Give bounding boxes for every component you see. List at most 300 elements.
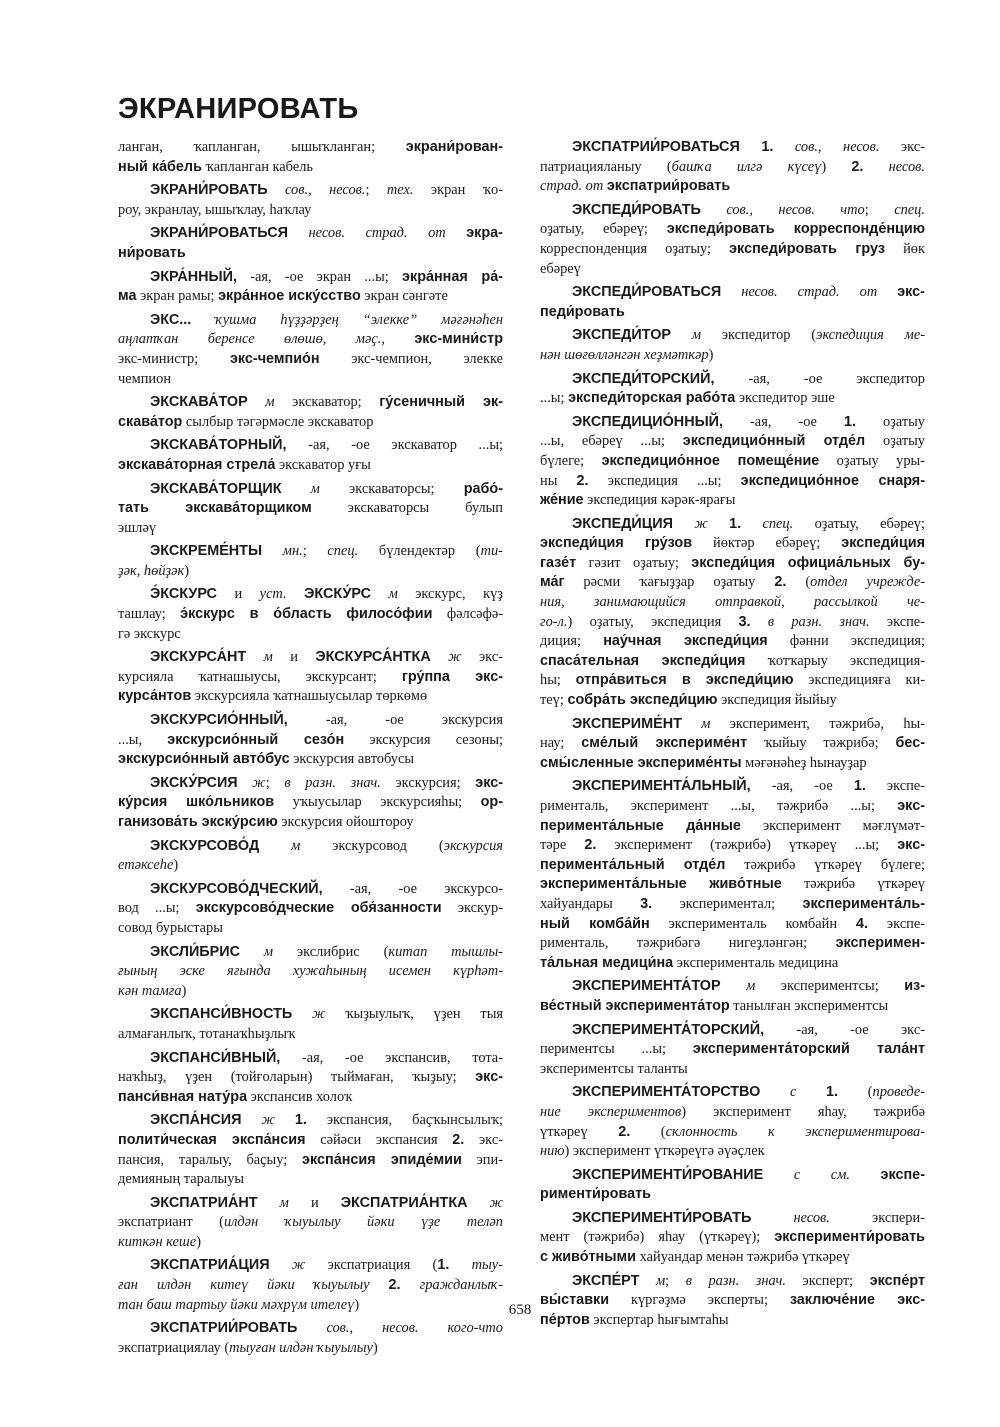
example-phrase: экспеди́ция официа́льных бу- — [691, 554, 925, 571]
dictionary-entry — [118, 585, 503, 644]
entry-line: газе́т гәзит оҙатыу; экспеди́ция официа́льных бу- — [540, 554, 925, 571]
example-phrase: экспеди́торская рабо́та — [568, 390, 736, 407]
entry-line: же́ние экспедиция кәрәк-ярағы — [540, 492, 736, 509]
headword: ЭКСПЕРИМЕНТИ́РОВАТЬ — [572, 1209, 752, 1226]
dictionary-entry — [540, 1166, 925, 1205]
grammar-note: в разн. знач. — [685, 1272, 786, 1289]
entry-line: аңлатҡан беренсе өлөшө, мәҫ., экс-мини́стр — [118, 331, 503, 348]
grammar-note: мн. — [282, 543, 303, 560]
grammar-note: китап тышлы- — [388, 943, 503, 960]
grammar-note: ти- — [480, 543, 503, 560]
entry-line: нау; сме́лый экспериме́нт ҡыйыу тәжрибә; бес- — [540, 735, 925, 752]
example-phrase: ный комба́йн — [540, 915, 650, 932]
headword: ЭКСПЕДИ́ТОР — [572, 327, 671, 344]
example-phrase: экс- — [475, 1069, 503, 1086]
headword: ЭКСПЕРИМЕНТА́ТОРСТВО — [572, 1084, 761, 1101]
grammar-note: м — [279, 1194, 289, 1211]
example-phrase: 2. — [452, 1131, 465, 1148]
entry-line: ЭКСПЕДИ́РОВАТЬ сов., несов. что; спец. — [572, 201, 925, 218]
dictionary-entry — [540, 138, 925, 197]
example-phrase: 1. — [853, 778, 866, 795]
dictionary-entry — [540, 283, 925, 322]
example-phrase: эксперимен- — [835, 935, 925, 952]
example-phrase: экс-мини́стр — [414, 331, 503, 348]
page-number: 658 — [508, 1302, 532, 1318]
entry-line: ЭКСКУРСОВО́Д м экскурсовод (экскурсия — [150, 837, 503, 854]
grammar-note: м — [310, 480, 320, 497]
dictionary-entry — [118, 1111, 503, 1189]
entry-line — [118, 1276, 503, 1296]
grammar-note: ж — [261, 1112, 275, 1129]
entry-line: ланган, ҡапланган, ышыҡланган; экрани́рован- — [118, 139, 503, 155]
dictionary-entry — [118, 224, 503, 263]
example-phrase: экспеди́ция — [841, 535, 925, 552]
dictionary-entry — [540, 715, 925, 774]
entry-line: үткәреү 2. (склонность к экспериментирова- — [540, 1123, 925, 1140]
example-phrase: экс- — [897, 798, 925, 814]
example-phrase: гу́сеничный эк- — [379, 394, 503, 411]
dictionary-entry — [540, 326, 925, 365]
entry-line: ташлау; э́кскурс в о́бласть филосо́фии фәлсәфә- — [118, 606, 503, 623]
dictionary-entry — [118, 1194, 503, 1253]
example-phrase: ма́г — [540, 574, 565, 591]
entry-line: ный комба́йн эксперименталь комбайн 4. экспе- — [540, 915, 925, 932]
entry-line: эксперимента́льные живо́тные тәжрибә үткәреү — [540, 876, 925, 893]
grammar-note: тыуған илдән ҡыуылыу — [229, 1339, 373, 1356]
example-phrase: э́кскурс в о́бласть филосо́фии — [180, 606, 433, 623]
headword: ЭКРАНИ́РОВАТЬСЯ — [150, 225, 288, 242]
entry-line: периментсы ...ы; эксперимента́торский тала́нт — [540, 1041, 925, 1058]
headword: Э́КСКУРС — [150, 586, 217, 603]
entry-line: пансия, таралыу, баҫыу; экспа́нсия эпиде́мии эпи- — [118, 1151, 503, 1168]
grammar-note: илдән ҡыуылыу йәки үҙе теләп — [223, 1214, 504, 1231]
dictionary-entry — [540, 370, 925, 409]
dictionary-entry — [118, 1049, 503, 1108]
entry-line: һы; отпра́виться в экспеди́цию экспедицияға ки- — [540, 672, 925, 689]
example-phrase: экскурсио́нный авто́бус — [118, 751, 290, 768]
entry-line: тәре 2. эксперимент (тәжрибә) үткәреү ...ы; экс- — [540, 837, 925, 854]
entry-line: экспатриациялау (тыуған илдән ҡыуылыу) — [118, 1339, 378, 1356]
entry-line: тать экскава́торщиком экскаваторсы булып — [118, 500, 504, 517]
grammar-note: ған илдән китеү йәки ҡыуылыу — [118, 1277, 370, 1294]
entry-line: смы́сленные экспериме́нты мәғәнәһеҙ һынауҙар — [540, 754, 867, 771]
grammar-note: в разн. знач. — [767, 613, 870, 630]
entry-line: экскава́торная стрела́ экскаватор уғы — [118, 456, 371, 473]
entry-line: ЭКСКУРСИО́ННЫЙ, -ая, -ое экскурсия — [150, 712, 503, 729]
grammar-note: несов. — [888, 158, 925, 175]
entry-line — [540, 303, 925, 323]
example-phrase: 1. — [437, 1257, 450, 1274]
headword: ЭКСПЕДИ́ТОРСКИЙ, — [572, 370, 715, 387]
entry-line: ЭКСПЕДИ́ТОРСКИЙ, -ая, -ое экспедитор — [572, 370, 925, 387]
headword: ЭКСПАТРИИ́РОВАТЬСЯ — [572, 139, 740, 155]
entry-line: ЭКРАНИ́РОВАТЬ сов., несов.; тех. экран ҡо- — [150, 182, 503, 199]
example-phrase: экспеди́ция гру́зов — [540, 535, 693, 552]
headword: ЭКС... — [150, 311, 192, 328]
example-phrase: скава́тор — [118, 413, 183, 430]
grammar-note: гражданлыҡ- — [419, 1277, 503, 1294]
example-phrase: перимента́льные да́нные — [540, 817, 741, 834]
entry-line: спаса́тельная экспеди́ция ҡотҡарыу экспедиция- — [540, 652, 925, 669]
entry-line: пе́ртов экспертар һығымтаһы — [540, 1311, 729, 1328]
grammar-note: нән шөғөлләнгән хеҙмәткәр — [540, 346, 709, 363]
example-phrase: экскурсово́дческие обя́занности — [195, 900, 442, 917]
example-phrase: ма — [118, 288, 137, 305]
dictionary-entry — [118, 436, 503, 475]
grammar-note: отдел учрежде- — [810, 574, 925, 591]
entry-line: вод ...ы; экскурсово́дческие обя́занности экскур- — [118, 900, 504, 917]
entry-line: совод бурыстары — [118, 919, 223, 936]
headword: ЭКСПАНСИ́ВНОСТЬ — [150, 1006, 293, 1023]
example-phrase: экра́нная ра́- — [402, 268, 504, 285]
example-phrase: экрани́рован- — [405, 139, 503, 155]
example-phrase: экспе- — [880, 1166, 925, 1183]
example-phrase: та́льная медици́на — [540, 954, 674, 971]
entry-line: оҙатыу, ебәреү; экспеди́ровать корреспонде́нцию — [540, 221, 925, 238]
entry-line: та́льная медици́на эксперименталь медицина — [540, 954, 839, 971]
grammar-note: кән тамға — [118, 982, 182, 999]
entry-line — [540, 283, 925, 303]
example-phrase: экспа́нсия эпиде́мии — [302, 1151, 462, 1168]
grammar-note: м — [691, 327, 702, 344]
entry-line — [118, 311, 503, 331]
example-phrase: экспатрии́ровать — [606, 178, 731, 195]
entry-line: ЭКСПА́НСИЯ ж 1. экспансия, баҫҡынсылыҡ; — [150, 1112, 503, 1129]
dictionary-entry — [540, 1209, 925, 1268]
headword: ЭКСПЕДИ́ЦИЯ — [572, 515, 673, 532]
entry-line: экспериментсы таланты — [540, 1060, 688, 1077]
headword: ЭКСПЕРИМЕНТИ́РОВАНИЕ — [572, 1166, 764, 1183]
example-phrase: курса́нтов — [118, 688, 192, 705]
dictionary-entry — [118, 711, 503, 770]
example-phrase: перимента́льный отде́л — [540, 856, 726, 873]
grammar-note: м — [746, 978, 756, 995]
entry-line: нән шөғөлләнгән хеҙмәткәр) — [540, 346, 714, 363]
grammar-note: башҡа илгә күсеү — [671, 158, 822, 175]
example-phrase: собра́ть экспеди́цию — [567, 692, 718, 709]
entry-line: роу, экранлау, ышыҡлау, һаҡлау — [118, 201, 312, 218]
entry-line: ЭКСКАВА́ТОРНЫЙ, -ая, -ое экскаватор ...ы; — [150, 437, 503, 454]
grammar-note: несов. — [793, 1209, 830, 1226]
grammar-note: ҡушма һүҙҙәрҙең “элекке” мәғәнәһен — [215, 311, 503, 328]
entry-line: эшләү — [118, 519, 157, 536]
example-phrase: панси́вная нату́ра — [118, 1088, 248, 1105]
example-phrase: 1. — [826, 1084, 839, 1101]
headword: ЭКСПАТРИА́НТ — [150, 1194, 258, 1211]
dictionary-entry — [118, 311, 503, 389]
example-phrase: экскава́торная стрела́ — [118, 456, 276, 473]
entry-line: ЭКСПЕДИ́ЦИЯ ж 1. спец. оҙатыу, ебәреү; — [572, 515, 925, 532]
entry-line: ...ы, ебәреү ...ы; экспедицио́нный отде́л оҙатыу — [540, 433, 925, 450]
entry-line: наҡһыҙ, үҙен (тойғоларын) тыймаған, ҡыҙыу; экс- — [118, 1069, 503, 1086]
entry-line — [540, 593, 925, 613]
grammar-note: ние экспериментов — [540, 1103, 682, 1120]
example-phrase: с живо́тными — [540, 1249, 637, 1266]
entry-line: скава́тор сылбыр тәгәрмәсле экскаватор — [118, 413, 374, 430]
example-phrase: экс- — [475, 774, 504, 791]
entry-line: вы́ставки күргәҙмә эксперты; заключе́ние экс- — [540, 1292, 925, 1309]
entry-line: с живо́тными хайуандар менән тәжрибә үткәреү — [540, 1249, 850, 1266]
entry-line: экс-министр; экс-чемпио́н экс-чемпион, элекке — [118, 350, 504, 367]
entry-line: ҙәк, һөйҙәк) — [118, 562, 190, 579]
example-phrase: экспеди́ровать груз — [729, 240, 885, 257]
entry-line: экскурсио́нный авто́бус экскурсия автобусы — [118, 751, 415, 768]
dictionary-entry — [118, 181, 503, 220]
example-phrase: отпра́виться в экспеди́цию — [575, 672, 794, 689]
left-column — [118, 138, 503, 1362]
grammar-note: сов., несов. — [794, 139, 880, 155]
grammar-note: го-л. — [540, 613, 568, 630]
example-phrase: 2. — [584, 837, 597, 854]
grammar-note: несов. страд. от — [308, 225, 446, 242]
example-phrase: педи́ровать — [540, 303, 625, 320]
example-phrase: вы́ставки — [540, 1292, 610, 1309]
entry-line: ма экран рамы; экра́нное иску́сство экран сәнгәте — [118, 288, 448, 305]
headword: ЭКСКУРСА́НТКА — [315, 649, 431, 666]
grammar-note: аңлатҡан беренсе өлөшө, мәҫ. — [118, 331, 382, 348]
example-phrase: 1. — [729, 515, 742, 532]
dictionary-entry — [118, 393, 503, 432]
entry-line: ЭКСПЕРИМЕНТА́ТОР м экспериментсы; из- — [572, 978, 925, 995]
entry-line: ...ы; экспеди́торская рабо́та экспедитор эше — [540, 390, 835, 407]
example-phrase: 4. — [855, 915, 868, 932]
entry-line: диция; нау́чная экспеди́ция фәнни экспедиция; — [540, 633, 926, 650]
dictionary-entry — [118, 880, 503, 939]
entry-line: кән тамға) — [118, 982, 187, 999]
entry-line: курсияла ҡатнашыусы, экскурсант; гру́ппа экс- — [118, 668, 503, 685]
entry-line: ЭКСЛИ́БРИС м экслибрис (китап тышлы- — [150, 943, 503, 960]
entry-line: мент (тәжрибә) яһау (үткәреү); эксперименти́ровать — [540, 1229, 925, 1246]
entry-line: чемпион — [118, 370, 172, 387]
headword: ЭКСПЕ́РТ — [572, 1272, 640, 1289]
grammar-note: ҙәк, һөйҙәк — [118, 562, 185, 579]
dictionary-entry — [118, 1319, 503, 1358]
dictionary-entry — [118, 648, 503, 707]
entry-line: ЭКСКУ́РСИЯ ж; в разн. знач. экскурсия; экс- — [150, 774, 504, 791]
example-phrase: экс- — [897, 284, 925, 301]
dictionary-entry — [118, 943, 503, 1002]
example-phrase: эксперимента́торский тала́нт — [692, 1041, 925, 1058]
grammar-note: нию — [540, 1143, 565, 1160]
grammar-note: ж — [291, 1257, 306, 1274]
headword: ЭКСКУРСА́НТ — [150, 649, 247, 666]
headword: ЭКСПЕРИМЕНТА́ТОР — [572, 978, 721, 995]
grammar-note: м — [263, 943, 274, 960]
entry-line: ЭКСКУРСОВО́ДЧЕСКИЙ, -ая, -ое экскурсо- — [150, 880, 503, 897]
headword: ЭКСПЕДИЦИО́ННЫЙ, — [572, 413, 724, 430]
entry-line — [118, 1319, 503, 1339]
grammar-note: ж — [312, 1006, 326, 1023]
headword: ЭКСПАТРИИ́РОВАТЬ — [150, 1320, 298, 1337]
headword: ЭКСКУ́РСИЯ — [150, 774, 238, 791]
entry-line: ЭКСПЕ́РТ м; в разн. знач. эксперт; экспе́рт — [572, 1272, 925, 1289]
entry-line: ЭКСПЕДИЦИО́ННЫЙ, -ая, -ое 1. оҙатыу — [572, 413, 925, 430]
grammar-note: ж — [252, 774, 266, 791]
example-phrase: рименти́ровать — [540, 1186, 652, 1203]
grammar-note: м — [388, 586, 398, 603]
entry-line: курса́нтов экскурсияла ҡатнашыусылар төркөмө — [118, 688, 428, 705]
example-phrase: экспеди́ровать корреспонде́нцию — [666, 221, 925, 238]
headword: ЭКСКУРСОВО́Д — [150, 837, 260, 854]
entry-line: ЭКСПАТРИА́НТ м и ЭКСПАТРИА́НТКА ж — [150, 1194, 503, 1211]
dictionary-entry — [118, 1005, 503, 1044]
entry-line: панси́вная нату́ра экспансив холоҡ — [118, 1088, 353, 1105]
example-phrase: 1. — [761, 139, 774, 155]
example-phrase: ор- — [480, 794, 503, 811]
entry-line: рименталь, тәжрибәгә нигеҙләнгән; эксперимен- — [540, 935, 925, 952]
entry-line: перимента́льные да́нные эксперимент мәғлүмәт- — [540, 817, 925, 834]
dictionary-entry — [118, 480, 503, 539]
example-phrase: 2. — [618, 1123, 631, 1140]
headword: ЭКРА́ННЫЙ, — [150, 268, 237, 285]
entry-line: ганизова́ть экску́рсию экскурсия ойоштороу — [118, 814, 414, 830]
entry-line: ЭКСКАВА́ТОР м экскаватор; гу́сеничный эк- — [150, 394, 503, 411]
grammar-note: склонность к экспериментирова- — [665, 1123, 925, 1140]
grammar-note: проведе- — [872, 1084, 925, 1101]
grammar-note: ғының эске яғында хужаһының исемен күрһәт- — [118, 963, 503, 980]
grammar-note: страд. от — [540, 178, 604, 195]
entry-line: перимента́льный отде́л тәжрибә үткәреү бүлеге; — [540, 856, 926, 873]
example-phrase: полити́ческая экспа́нсия — [118, 1131, 306, 1148]
example-phrase: смы́сленные экспериме́нты — [540, 754, 742, 771]
entry-line: ЭКСПЕРИМЕНТА́ТОРСТВО с 1. (проведе- — [572, 1084, 925, 1101]
example-phrase: эксперимента́ль- — [802, 895, 926, 912]
entry-line — [118, 244, 503, 264]
example-phrase: сме́лый экспериме́нт — [581, 735, 748, 752]
right-column — [540, 138, 925, 1334]
entry-line: Э́КСКУРС и уст. ЭКСКУ́РС м экскурс, күҙ — [150, 586, 503, 603]
headword: ЭКСПЕДИ́РОВАТЬСЯ — [572, 284, 722, 301]
entry-line: корреспонденция оҙатыу; экспеди́ровать груз йөк — [540, 240, 925, 257]
dictionary-entry — [118, 542, 503, 581]
entry-line: ЭКСПАТРИА́ЦИЯ ж экспатриация (1. тыу- — [150, 1257, 503, 1274]
example-phrase: 3. — [640, 895, 653, 912]
example-phrase: экспедицио́нное снаря- — [740, 472, 925, 489]
dictionary-entry — [540, 1083, 925, 1161]
entry-line — [118, 962, 503, 982]
headword: ЭКРАНИ́РОВАТЬ — [150, 182, 268, 199]
example-phrase: экс- — [897, 837, 925, 854]
entry-line: рименталь, эксперимент ...ы, тәжрибә ...ы; экс- — [540, 798, 925, 814]
entry-line: хайуандары 3. экспериментал; эксперимента́ль- — [540, 895, 926, 912]
headword: ЭКСКУ́РС — [304, 586, 372, 603]
entry-line: экспатриант (илдән ҡыуылыу йәки үҙе теләп — [118, 1214, 504, 1231]
example-phrase: 3. — [738, 613, 751, 630]
entry-line: ве́стный эксперимента́тор танылған экспериментсы — [540, 997, 889, 1014]
entry-line: ЭКСПАНСИ́ВНОСТЬ ж ҡыҙыулыҡ, үҙен тыя — [150, 1006, 503, 1023]
example-phrase: 2. — [774, 574, 787, 591]
example-phrase: пе́ртов — [540, 1311, 590, 1328]
grammar-note: м — [701, 715, 711, 732]
grammar-note: тыу- — [471, 1257, 503, 1274]
headword: ЭКСКУРСИО́ННЫЙ, — [150, 712, 288, 729]
grammar-note: м — [263, 649, 273, 666]
entry-line: нию) эксперимент үткәреүгә әүәҫлек — [540, 1143, 765, 1160]
grammar-note: ж — [694, 515, 708, 532]
dictionary-entry — [118, 774, 503, 833]
example-phrase: экра- — [466, 225, 503, 242]
entry-line: демияның таралыуы — [118, 1171, 245, 1188]
grammar-note: сов., несов. — [285, 182, 366, 199]
example-phrase: газе́т — [540, 554, 577, 571]
example-phrase: гру́ппа экс- — [401, 668, 503, 685]
example-phrase: ку́рсия шко́льников — [118, 794, 275, 811]
grammar-note: м — [655, 1272, 666, 1289]
grammar-note: киткән кеше — [118, 1233, 197, 1250]
headword: ЭКСПАТРИА́ЦИЯ — [150, 1257, 270, 1274]
dictionary-entry — [118, 268, 503, 307]
dictionary-entry — [540, 201, 925, 279]
dictionary-entry — [540, 515, 925, 711]
grammar-note: ж — [448, 649, 462, 666]
dictionary-entry — [540, 977, 925, 1016]
example-phrase: ни́ровать — [118, 244, 186, 261]
entry-line: етәксеһе) — [118, 857, 179, 874]
example-phrase: экс-чемпио́н — [229, 350, 320, 367]
entry-line: ЭКСПЕРИМЕНТА́ТОРСКИЙ, -ая, -ое экс- — [572, 1021, 925, 1038]
entry-line: теү; собра́ть экспеди́цию экспедиция йыйыу — [540, 692, 837, 709]
grammar-note: уст. — [259, 586, 287, 603]
grammar-note: ж — [489, 1194, 503, 1211]
grammar-note: м — [291, 837, 301, 854]
grammar-note: экскурсия — [443, 837, 503, 854]
entry-line: патриацияланыу (башҡа илгә күсеү) 2. несов. — [540, 158, 925, 175]
entry-line: ебәреү — [540, 260, 581, 277]
entry-line: киткән кеше) — [118, 1233, 201, 1250]
example-phrase: эксперимента́льные живо́тные — [540, 876, 782, 893]
entry-line: ЭКСПАТРИИ́РОВАТЬСЯ 1. сов., несов. экс- — [572, 139, 925, 155]
grammar-note: спец. — [327, 543, 359, 560]
entry-line: ны 2. экспедиция ...ы; экспедицио́нное снаря- — [540, 472, 925, 489]
example-phrase: нау́чная экспеди́ция — [603, 633, 768, 650]
entry-line: полити́ческая экспа́нсия сәйәси экспансия 2. экс- — [118, 1131, 503, 1148]
grammar-note: экспедиция ме- — [816, 327, 925, 344]
headword: ЭКСЛИ́БРИС — [150, 943, 240, 960]
entry-line: ЭКРА́ННЫЙ, -ая, -ое экран ...ы; экра́нная ра́- — [150, 268, 504, 285]
example-phrase: ный ка́бель — [118, 158, 202, 175]
grammar-note: несов. страд. от — [741, 284, 878, 301]
example-phrase: 2. — [388, 1277, 401, 1294]
example-phrase: заключе́ние экс- — [789, 1292, 925, 1309]
example-phrase: ве́стный эксперимента́тор — [540, 997, 730, 1014]
headword: ЭКСКАВА́ТОР — [150, 394, 248, 411]
entry-line: экспеди́ция гру́зов йөктәр ебәреү; экспеди́ция — [540, 535, 925, 552]
entry-line: бүлеге; экспедицио́нное помеще́ние оҙатыу уры- — [540, 452, 925, 469]
entry-line: тан баш тартыу йәки мәхрүм ителеү) — [118, 1296, 360, 1313]
example-phrase: экспедицио́нное помеще́ние — [601, 452, 820, 469]
entry-line: ЭКСПАНСИ́ВНЫЙ, -ая, -ое экспансив, тота- — [150, 1049, 503, 1066]
entry-line: ЭКСПЕДИ́ТОР м экспедитор (экспедиция ме- — [572, 327, 925, 344]
example-phrase: 1. — [294, 1112, 307, 1129]
entry-line — [118, 224, 503, 244]
headword: ЭКСПЕДИ́РОВАТЬ — [572, 201, 701, 218]
entry-line — [540, 1166, 925, 1186]
example-phrase: экра́нное иску́сство — [218, 288, 361, 305]
dictionary-entry — [540, 413, 925, 511]
headword: ЭКСКУРСОВО́ДЧЕСКИЙ, — [150, 880, 323, 897]
example-phrase: экспедицио́нный отде́л — [682, 433, 866, 450]
headword: ЭКСКРЕМЕ́НТЫ — [150, 543, 263, 560]
entry-line: ЭКСКУРСА́НТ м и ЭКСКУРСА́НТКА ж экс- — [150, 649, 503, 666]
entry-line: гә экскурс — [118, 625, 181, 642]
grammar-note: етәксеһе — [118, 857, 174, 874]
grammar-note: сов., несов. что — [726, 201, 865, 218]
entry-line: ма́г рәсми ҡағыҙҙар оҙатыу 2. (отдел учрежде- — [540, 574, 925, 591]
entry-line: ЭКСКАВА́ТОРЩИК м экскаваторсы; рабо́- — [150, 480, 503, 497]
entry-line: ЭКСПЕРИМЕНТА́ЛЬНЫЙ, -ая, -ое 1. экспе- — [572, 778, 925, 795]
entry-line: ЭКСПЕРИМЕ́НТ м эксперимент, тәжрибә, һы- — [572, 715, 925, 732]
entry-line: ЭКСПЕРИМЕНТИ́РОВАТЬ несов. экспери- — [572, 1209, 925, 1226]
